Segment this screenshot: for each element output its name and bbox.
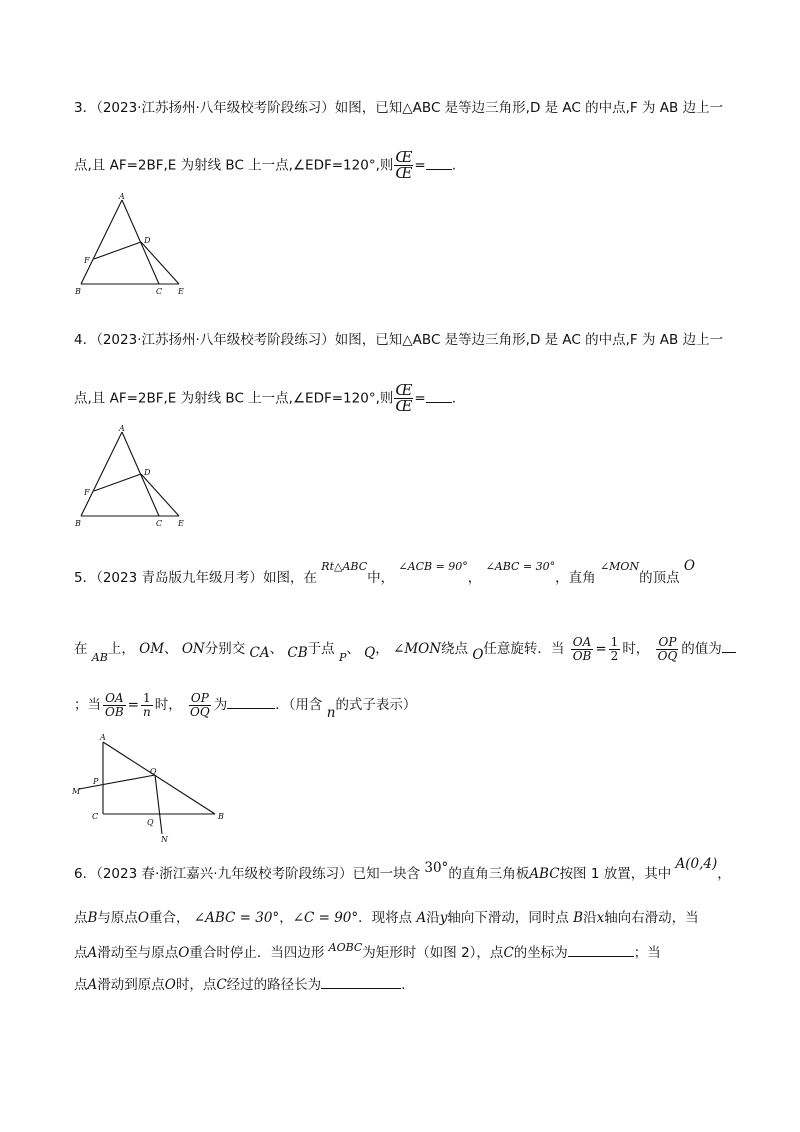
q5-text-2d: 于点 <box>307 641 335 658</box>
q3-segment-ab <box>81 200 122 284</box>
q6-answer-blank-1 <box>568 944 634 957</box>
q3-equals: = <box>414 157 426 174</box>
q3-segment-de <box>141 242 179 284</box>
q3-label-d: D <box>144 236 151 245</box>
q6-point-a-3: A <box>87 977 98 993</box>
q4-text-1: 如图，已知△ABC 是等边三角形,D 是 AC 的中点,F 为 AB 边上一 <box>334 332 724 348</box>
q5-point-p: P <box>338 651 347 665</box>
q4-answer-blank <box>426 390 452 403</box>
q5-rt-abc: Rt△ABC <box>321 560 368 573</box>
q5-variable-n: n <box>326 705 336 722</box>
q5-ratio-op-oq <box>656 636 680 662</box>
q3-label-a: A <box>119 192 125 201</box>
q4-segment-fd <box>94 474 141 491</box>
q5-text-1a: 如图，在 <box>263 570 317 586</box>
q5-text-3e: 的式子表示） <box>335 697 417 714</box>
q5-label-a: A <box>100 733 106 742</box>
q5-text-1b: 中， <box>367 570 395 586</box>
q5-text-3b: 时， <box>154 697 182 714</box>
q5-text-2b: 上， <box>107 641 135 658</box>
q3-triangle-figure <box>74 188 200 303</box>
q5-ratio-op: OP <box>658 635 677 649</box>
q6-text-1c: 按图 1 放置，其中 <box>559 866 672 882</box>
q5-answer-blank-1 <box>722 640 736 653</box>
q5-angle-abc: ∠ABC = 30° <box>485 560 556 573</box>
q6-text-3a: 点 <box>74 945 88 961</box>
q5-ratio-oa: OA <box>572 635 592 649</box>
q6-line-1 <box>74 856 731 882</box>
q5-sep-3: 、 <box>346 641 360 658</box>
q6-answer-blank-2 <box>321 976 401 989</box>
q3-number: 3． <box>74 100 97 116</box>
q6-text-4d: 经过的路径长为 <box>226 977 322 993</box>
q3-fraction-numerator: Œ <box>395 148 413 166</box>
q3-text-2: 点,且 AF=2BF,E 为射线 BC 上一点,∠EDF=120°,则 <box>74 157 394 174</box>
q6-point-a: A <box>416 910 427 926</box>
q3-label-c: C <box>156 287 163 296</box>
q5-label-c: C <box>92 812 99 821</box>
q6-text-3c: 重合时停止．当四边形 <box>189 945 325 961</box>
q5-label-n: N <box>161 835 168 844</box>
q6-text-1d: ， <box>717 866 731 882</box>
q6-text-2h: 轴向右滑动，当 <box>604 910 699 926</box>
q5-ratio-ob-2: OB <box>105 704 124 719</box>
q5-one-over-n-num: 1 <box>143 691 151 705</box>
q6-origin-o-2: O <box>178 945 190 961</box>
q5-text-2f: 任意旋转．当 <box>483 641 565 658</box>
q5-answer-blank-2 <box>227 696 275 709</box>
q6-comma-1: ， <box>279 910 293 926</box>
q3-label-e: E <box>178 287 184 296</box>
q4-equals: = <box>414 390 426 407</box>
q6-text-2e: 沿 <box>426 910 440 926</box>
q6-line-3 <box>74 941 661 961</box>
q5-ratio-op-oq-2 <box>188 692 212 718</box>
q3-fraction-denominator: Œ <box>395 164 413 182</box>
q6-text-1b: 的直角三角板 <box>448 866 530 882</box>
q4-number: 4． <box>74 332 97 348</box>
q5-point-o-2: O <box>472 647 484 664</box>
q3-segment-fd <box>94 242 141 259</box>
q5-one-over-n <box>141 692 153 718</box>
q5-ratio-oq: OQ <box>657 648 678 663</box>
q5-label-p: P <box>93 777 99 786</box>
q4-label-a: A <box>119 424 125 433</box>
q5-label-q: Q <box>147 818 154 827</box>
q4-label-c: C <box>156 519 163 528</box>
q4-fraction-numerator: Œ <box>395 381 413 399</box>
q5-triangle-figure <box>64 728 244 848</box>
q5-one-half-num: 1 <box>610 635 619 649</box>
q4-triangle-figure <box>74 420 200 535</box>
q3-fraction <box>394 150 413 181</box>
q5-sep-1: 、 <box>164 641 178 658</box>
q5-ray-on: ON <box>181 641 205 658</box>
q5-ratio-oa-ob <box>571 636 594 662</box>
q6-text-2f: 轴向下滑动，同时点 <box>447 910 569 926</box>
q3-line-2 <box>74 150 456 181</box>
q4-segment-ab <box>81 432 122 516</box>
q6-origin-o: O <box>137 910 149 926</box>
q6-angle-abc: ∠ABC = 30° <box>193 910 280 926</box>
q5-text-2c: 分别交 <box>204 641 246 658</box>
q5-ratio-ob: OB <box>572 648 592 663</box>
q6-point-b-2: B <box>573 910 584 926</box>
q5-segment-cb: CB <box>287 645 308 662</box>
q5-text-2a: 在 <box>74 641 88 658</box>
q6-number: 6． <box>74 866 97 882</box>
q6-text-2b: 与原点 <box>97 910 138 926</box>
q4-label-b: B <box>75 519 81 528</box>
q5-angle-mon: ∠MON <box>599 560 640 573</box>
q6-axis-y: y <box>439 910 448 926</box>
q5-ratio-oq-2: OQ <box>190 704 210 719</box>
q5-point-o: O <box>683 558 695 574</box>
q6-quad-aobc: AOBC <box>328 941 363 954</box>
q6-text-3f: ；当 <box>633 945 661 961</box>
q6-text-2d: ．现将点 <box>358 910 413 926</box>
q6-line-2 <box>74 910 699 926</box>
q6-triangle-abc: ABC <box>529 866 560 882</box>
q5-ray-om: OM <box>139 641 165 658</box>
q6-source: （2023 春·浙江嘉兴·九年级校考阶段练习） <box>96 866 353 882</box>
q6-text-3e: 的坐标为 <box>513 945 568 961</box>
q6-text-2g: 沿 <box>583 910 597 926</box>
q6-text-2a: 点 <box>74 910 88 926</box>
q5-comma-2: ， <box>375 641 389 658</box>
q5-one-over-n-den: n <box>142 704 151 719</box>
q5-sep-2: 、 <box>269 641 284 658</box>
q5-equals-2: = <box>127 697 139 714</box>
q4-line-2 <box>74 383 456 414</box>
q4-period: . <box>451 390 457 407</box>
q6-line-4 <box>74 976 405 993</box>
q5-one-half-den: 2 <box>610 648 619 663</box>
q5-label-b: B <box>218 812 224 821</box>
q4-source: （2023·江苏扬州·八年级校考阶段练习） <box>96 332 335 348</box>
q5-label-o: O <box>150 767 157 776</box>
q5-ratio-op-2: OP <box>190 691 209 705</box>
q4-segment-de <box>141 474 179 516</box>
q6-origin-o-3: O <box>164 977 176 993</box>
q5-text-3c: 为 <box>213 697 228 714</box>
q5-text-3d: ．（用含 <box>275 697 323 714</box>
q3-period: . <box>451 157 457 174</box>
q6-text-4a: 点 <box>74 977 88 993</box>
q6-point-b: B <box>87 910 98 926</box>
q6-text-3b: 滑动至与原点 <box>97 945 179 961</box>
q5-text-2g: 时， <box>622 641 650 658</box>
q5-text-1c: ，直角 <box>555 570 596 586</box>
q6-point-a-2: A <box>87 945 98 961</box>
q5-text-1d: 的顶点 <box>639 570 680 586</box>
q6-text-4e: . <box>401 977 406 993</box>
q4-label-d: D <box>144 468 151 477</box>
q5-ratio-oa-ob-2 <box>103 692 126 718</box>
q4-fraction-denominator: Œ <box>395 397 413 415</box>
q5-text-3a: ；当 <box>74 697 101 714</box>
q3-line-1 <box>74 100 723 116</box>
q5-segment-ab: AB <box>91 651 108 665</box>
q4-label-e: E <box>178 519 184 528</box>
q6-text-2c: 重合， <box>149 910 190 926</box>
q3-answer-blank <box>426 157 452 170</box>
q4-fraction <box>394 383 413 414</box>
q5-angle-acb: ∠ACB = 90° <box>398 560 468 573</box>
q5-source: （2023 青岛版九年级月考） <box>96 570 263 586</box>
q6-point-c: C <box>503 945 514 961</box>
q3-label-f: F <box>84 256 90 265</box>
q5-number: 5． <box>74 570 97 586</box>
q6-point-c-2: C <box>216 977 227 993</box>
q6-text-3d: 为矩形时（如图 2），点 <box>362 945 504 961</box>
q3-source: （2023·江苏扬州·八年级校考阶段练习） <box>96 100 335 116</box>
q6-text-1a: 已知一块含 <box>352 866 421 882</box>
q5-segment-ca: CA <box>249 645 270 662</box>
q6-text-4c: 时，点 <box>175 977 217 993</box>
q5-label-m: M <box>72 787 81 796</box>
q6-angle-30: 30° <box>424 860 449 876</box>
q5-ray-om <box>79 775 155 789</box>
q6-point-a-coord: A(0,4) <box>675 856 718 872</box>
q5-comma-1: ， <box>467 570 482 586</box>
q4-label-f: F <box>84 488 90 497</box>
q4-line-1 <box>74 332 723 348</box>
q3-label-b: B <box>75 287 81 296</box>
q6-text-4b: 滑动到原点 <box>97 977 165 993</box>
q5-ray-on <box>155 775 162 834</box>
q5-line-2 <box>74 635 736 665</box>
q5-text-2e: 绕点 <box>441 641 469 658</box>
q5-text-2h: 的值为 <box>681 641 722 658</box>
q5-point-q: Q <box>364 645 376 662</box>
q6-axis-x: x <box>596 910 605 926</box>
q4-text-2: 点,且 AF=2BF,E 为射线 BC 上一点,∠EDF=120°,则 <box>74 390 394 407</box>
q5-ratio-oa-2: OA <box>105 691 124 705</box>
q6-angle-c: ∠C = 90° <box>292 910 359 926</box>
q5-equals-1: = <box>595 641 607 658</box>
q3-text-1: 如图，已知△ABC 是等边三角形,D 是 AC 的中点,F 为 AB 边上一 <box>334 100 724 116</box>
q5-segment-ab <box>103 742 215 814</box>
q5-line-3 <box>74 691 417 722</box>
q5-one-half <box>609 636 621 662</box>
q5-angle-mon-2: ∠MON <box>393 641 442 658</box>
